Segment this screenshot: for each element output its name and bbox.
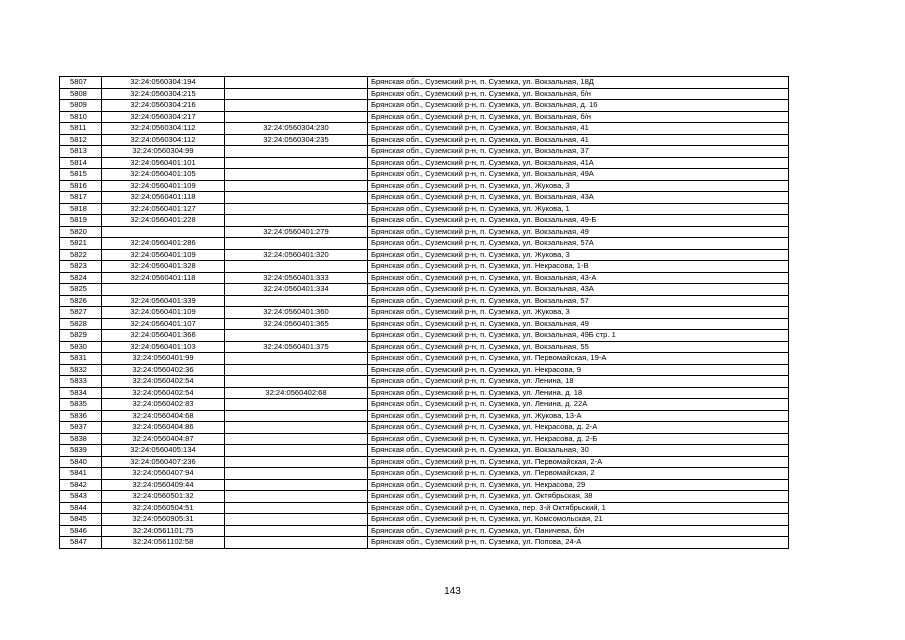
table-row xyxy=(60,226,789,238)
address-cell: Брянская обл., Суземский р-н, п. Суземка, ул. Вокзальная, 41А xyxy=(368,157,789,169)
page-number: 143 xyxy=(444,586,461,597)
linked-cadastral-number-cell xyxy=(225,330,368,342)
cadastral-number-cell: 32:24:0560401:328 xyxy=(102,261,225,273)
linked-cadastral-number-cell: 32:24:0560401:365 xyxy=(225,318,368,330)
row-number-cell: 5841 xyxy=(60,468,102,480)
cadastral-number-cell: 32:24:0560405:134 xyxy=(102,445,225,457)
table-row xyxy=(60,295,789,307)
row-number-cell: 5843 xyxy=(60,491,102,503)
row-number-cell: 5838 xyxy=(60,433,102,445)
table-row xyxy=(60,180,789,192)
cadastral-number-cell: 32:24:0560401:118 xyxy=(102,272,225,284)
table-row xyxy=(60,364,789,376)
address-cell: Брянская обл., Суземский р-н, п. Суземка, ул. Некрасова, 9 xyxy=(368,364,789,376)
table-row xyxy=(60,468,789,480)
linked-cadastral-number-cell xyxy=(225,261,368,273)
cadastral-number-cell: 32:24:0560401:105 xyxy=(102,169,225,181)
table-row xyxy=(60,399,789,411)
address-cell: Брянская обл., Суземский р-н, п. Суземка, ул. Первомайская, 2 xyxy=(368,468,789,480)
linked-cadastral-number-cell: 32:24:0560304:235 xyxy=(225,134,368,146)
row-number-cell: 5813 xyxy=(60,146,102,158)
table-row xyxy=(60,353,789,365)
cadastral-number-cell: 32:24:0560401:339 xyxy=(102,295,225,307)
cadastral-number-cell: 32:24:0560304:112 xyxy=(102,134,225,146)
linked-cadastral-number-cell xyxy=(225,514,368,526)
table-row xyxy=(60,272,789,284)
table-row xyxy=(60,238,789,250)
linked-cadastral-number-cell xyxy=(225,238,368,250)
row-number-cell: 5818 xyxy=(60,203,102,215)
cadastral-number-cell: 32:24:0560401:109 xyxy=(102,249,225,261)
table-row xyxy=(60,422,789,434)
cadastral-number-cell: 32:24:0560401:366 xyxy=(102,330,225,342)
linked-cadastral-number-cell xyxy=(225,77,368,89)
table-row xyxy=(60,376,789,388)
row-number-cell: 5808 xyxy=(60,88,102,100)
address-cell: Брянская обл., Суземский р-н, п. Суземка, ул. Вокзальная, 49Б стр. 1 xyxy=(368,330,789,342)
address-cell: Брянская обл., Суземский р-н, п. Суземка, ул. Некрасова, д. 2-Б xyxy=(368,433,789,445)
cadastral-number-cell: 32:24:0560401:109 xyxy=(102,307,225,319)
table-row xyxy=(60,445,789,457)
table-row xyxy=(60,491,789,503)
linked-cadastral-number-cell xyxy=(225,215,368,227)
cadastral-number-cell: 32:24:0560401:109 xyxy=(102,180,225,192)
address-cell: Брянская обл., Суземский р-н, п. Суземка, ул. Вокзальная, 43А xyxy=(368,192,789,204)
address-cell: Брянская обл., Суземский р-н, п. Суземка, ул. Ленина, д. 22А xyxy=(368,399,789,411)
table-row xyxy=(60,284,789,296)
cadastral-number-cell: 32:24:0560304:215 xyxy=(102,88,225,100)
linked-cadastral-number-cell xyxy=(225,422,368,434)
row-number-cell: 5821 xyxy=(60,238,102,250)
linked-cadastral-number-cell xyxy=(225,445,368,457)
linked-cadastral-number-cell xyxy=(225,146,368,158)
address-cell: Брянская обл., Суземский р-н, п. Суземка, ул. Попова, 24-А xyxy=(368,537,789,549)
table-row xyxy=(60,330,789,342)
address-cell: Брянская обл., Суземский р-н, п. Суземка, ул. Вокзальная, 30 xyxy=(368,445,789,457)
linked-cadastral-number-cell xyxy=(225,364,368,376)
row-number-cell: 5814 xyxy=(60,157,102,169)
linked-cadastral-number-cell xyxy=(225,180,368,192)
table-row xyxy=(60,169,789,181)
address-cell: Брянская обл., Суземский р-н, п. Суземка, пер. 3-й Октябрьский, 1 xyxy=(368,502,789,514)
linked-cadastral-number-cell: 32:24:0560401:375 xyxy=(225,341,368,353)
linked-cadastral-number-cell: 32:24:0560401:334 xyxy=(225,284,368,296)
address-cell: Брянская обл., Суземский р-н, п. Суземка, ул. Вокзальная, 41 xyxy=(368,134,789,146)
table-row xyxy=(60,249,789,261)
linked-cadastral-number-cell xyxy=(225,468,368,480)
address-cell: Брянская обл., Суземский р-н, п. Суземка, ул. Вокзальная, 49-Б xyxy=(368,215,789,227)
linked-cadastral-number-cell xyxy=(225,537,368,549)
address-cell: Брянская обл., Суземский р-н, п. Суземка, ул. Вокзальная, 41 xyxy=(368,123,789,135)
cadastral-number-cell: 32:24:0560407:94 xyxy=(102,468,225,480)
table-row xyxy=(60,123,789,135)
row-number-cell: 5839 xyxy=(60,445,102,457)
table-row xyxy=(60,215,789,227)
address-cell: Брянская обл., Суземский р-н, п. Суземка, ул. Вокзальная, 49 xyxy=(368,226,789,238)
address-cell: Брянская обл., Суземский р-н, п. Суземка, ул. Ленина, д. 18 xyxy=(368,387,789,399)
cadastral-number-cell: 32:24:0560401:107 xyxy=(102,318,225,330)
table-row xyxy=(60,318,789,330)
cadastral-number-cell: 32:24:0560401:101 xyxy=(102,157,225,169)
cadastral-number-cell: 32:24:0560304:216 xyxy=(102,100,225,112)
table-row xyxy=(60,456,789,468)
address-cell: Брянская обл., Суземский р-н, п. Суземка, ул. Некрасова, 29 xyxy=(368,479,789,491)
cadastral-number-cell: 32:24:0560401:103 xyxy=(102,341,225,353)
row-number-cell: 5840 xyxy=(60,456,102,468)
table-row xyxy=(60,192,789,204)
address-cell: Брянская обл., Суземский р-н, п. Суземка, ул. Первомайская, 2-А xyxy=(368,456,789,468)
cadastral-number-cell: 32:24:0560404:87 xyxy=(102,433,225,445)
table-row xyxy=(60,514,789,526)
cadastral-number-cell: 32:24:0560402:54 xyxy=(102,376,225,388)
address-cell: Брянская обл., Суземский р-н, п. Суземка, ул. Октябрьская, 38 xyxy=(368,491,789,503)
cadastral-number-cell: 32:24:0560304:194 xyxy=(102,77,225,89)
table-row xyxy=(60,479,789,491)
row-number-cell: 5807 xyxy=(60,77,102,89)
table-row xyxy=(60,433,789,445)
address-cell: Брянская обл., Суземский р-н, п. Суземка, ул. Жукова, 3 xyxy=(368,307,789,319)
linked-cadastral-number-cell: 32:24:0560402:68 xyxy=(225,387,368,399)
linked-cadastral-number-cell xyxy=(225,353,368,365)
cadastral-number-cell: 32:24:0560304:217 xyxy=(102,111,225,123)
row-number-cell: 5823 xyxy=(60,261,102,273)
row-number-cell: 5834 xyxy=(60,387,102,399)
linked-cadastral-number-cell: 32:24:0560401:279 xyxy=(225,226,368,238)
row-number-cell: 5819 xyxy=(60,215,102,227)
row-number-cell: 5844 xyxy=(60,502,102,514)
cadastral-number-cell: 32:24:0560401:99 xyxy=(102,353,225,365)
row-number-cell: 5826 xyxy=(60,295,102,307)
linked-cadastral-number-cell: 32:24:0560401:360 xyxy=(225,307,368,319)
table-row xyxy=(60,134,789,146)
row-number-cell: 5830 xyxy=(60,341,102,353)
cadastral-number-cell xyxy=(102,284,225,296)
linked-cadastral-number-cell xyxy=(225,111,368,123)
cadastral-number-cell xyxy=(102,226,225,238)
address-cell: Брянская обл., Суземский р-н, п. Суземка, ул. Ленина, 18 xyxy=(368,376,789,388)
address-cell: Брянская обл., Суземский р-н, п. Суземка, ул. Вокзальная, д. 16 xyxy=(368,100,789,112)
cadastral-number-cell: 32:24:0560401:228 xyxy=(102,215,225,227)
table-row xyxy=(60,146,789,158)
cadastral-number-cell: 32:24:0561101:75 xyxy=(102,525,225,537)
address-cell: Брянская обл., Суземский р-н, п. Суземка, ул. Вокзальная, 37 xyxy=(368,146,789,158)
address-cell: Брянская обл., Суземский р-н, п. Суземка, ул. Вокзальная, 43-А xyxy=(368,272,789,284)
linked-cadastral-number-cell xyxy=(225,157,368,169)
row-number-cell: 5842 xyxy=(60,479,102,491)
cadastral-number-cell: 32:24:0560404:86 xyxy=(102,422,225,434)
cadastral-number-cell: 32:24:0560401:127 xyxy=(102,203,225,215)
linked-cadastral-number-cell xyxy=(225,203,368,215)
address-cell: Брянская обл., Суземский р-н, п. Суземка, ул. Комсомольская, 21 xyxy=(368,514,789,526)
row-number-cell: 5822 xyxy=(60,249,102,261)
table-row xyxy=(60,341,789,353)
address-cell: Брянская обл., Суземский р-н, п. Суземка, ул. Первомайская, 19-А xyxy=(368,353,789,365)
linked-cadastral-number-cell xyxy=(225,502,368,514)
linked-cadastral-number-cell xyxy=(225,479,368,491)
linked-cadastral-number-cell xyxy=(225,295,368,307)
cadastral-number-cell: 32:24:0560409:44 xyxy=(102,479,225,491)
linked-cadastral-number-cell: 32:24:0560401:333 xyxy=(225,272,368,284)
register-table xyxy=(59,76,789,549)
cadastral-number-cell: 32:24:0560905:31 xyxy=(102,514,225,526)
cadastral-number-cell: 32:24:0560304:112 xyxy=(102,123,225,135)
table-row xyxy=(60,77,789,89)
row-number-cell: 5847 xyxy=(60,537,102,549)
linked-cadastral-number-cell xyxy=(225,88,368,100)
address-cell: Брянская обл., Суземский р-н, п. Суземка, ул. Вокзальная, 49 xyxy=(368,318,789,330)
address-cell: Брянская обл., Суземский р-н, п. Суземка, ул. Вокзальная, 55 xyxy=(368,341,789,353)
cadastral-number-cell: 32:24:0560504:51 xyxy=(102,502,225,514)
register-table-body xyxy=(60,77,789,549)
address-cell: Брянская обл., Суземский р-н, п. Суземка, ул. Вокзальная, 57 xyxy=(368,295,789,307)
row-number-cell: 5811 xyxy=(60,123,102,135)
row-number-cell: 5832 xyxy=(60,364,102,376)
row-number-cell: 5816 xyxy=(60,180,102,192)
row-number-cell: 5810 xyxy=(60,111,102,123)
linked-cadastral-number-cell: 32:24:0560304:230 xyxy=(225,123,368,135)
cadastral-number-cell: 32:24:0560402:54 xyxy=(102,387,225,399)
table-row xyxy=(60,157,789,169)
linked-cadastral-number-cell xyxy=(225,433,368,445)
table-row xyxy=(60,88,789,100)
linked-cadastral-number-cell xyxy=(225,376,368,388)
cadastral-number-cell: 32:24:0560401:286 xyxy=(102,238,225,250)
linked-cadastral-number-cell xyxy=(225,399,368,411)
cadastral-number-cell: 32:24:0560404:68 xyxy=(102,410,225,422)
address-cell: Брянская обл., Суземский р-н, п. Суземка, ул. Жукова, 1 xyxy=(368,203,789,215)
linked-cadastral-number-cell: 32:24:0560401:320 xyxy=(225,249,368,261)
cadastral-number-cell: 32:24:0560501:32 xyxy=(102,491,225,503)
address-cell: Брянская обл., Суземский р-н, п. Суземка, ул. Жукова, 3 xyxy=(368,249,789,261)
row-number-cell: 5828 xyxy=(60,318,102,330)
table-row xyxy=(60,502,789,514)
linked-cadastral-number-cell xyxy=(225,410,368,422)
linked-cadastral-number-cell xyxy=(225,525,368,537)
cadastral-number-cell: 32:24:0560402:83 xyxy=(102,399,225,411)
table-row xyxy=(60,387,789,399)
table-row xyxy=(60,100,789,112)
cadastral-number-cell: 32:24:0561102:58 xyxy=(102,537,225,549)
linked-cadastral-number-cell xyxy=(225,192,368,204)
row-number-cell: 5824 xyxy=(60,272,102,284)
row-number-cell: 5836 xyxy=(60,410,102,422)
row-number-cell: 5835 xyxy=(60,399,102,411)
table-row xyxy=(60,111,789,123)
address-cell: Брянская обл., Суземский р-н, п. Суземка, ул. Некрасова, 1-В xyxy=(368,261,789,273)
row-number-cell: 5846 xyxy=(60,525,102,537)
cadastral-number-cell: 32:24:0560402:36 xyxy=(102,364,225,376)
table-row xyxy=(60,203,789,215)
linked-cadastral-number-cell xyxy=(225,100,368,112)
linked-cadastral-number-cell xyxy=(225,456,368,468)
address-cell: Брянская обл., Суземский р-н, п. Суземка, ул. Вокзальная, 43А xyxy=(368,284,789,296)
row-number-cell: 5829 xyxy=(60,330,102,342)
row-number-cell: 5837 xyxy=(60,422,102,434)
table-row xyxy=(60,525,789,537)
table-row xyxy=(60,307,789,319)
row-number-cell: 5817 xyxy=(60,192,102,204)
address-cell: Брянская обл., Суземский р-н, п. Суземка, ул. Паничева, б/н xyxy=(368,525,789,537)
table-row xyxy=(60,537,789,549)
address-cell: Брянская обл., Суземский р-н, п. Суземка, ул. Вокзальная, 18Д xyxy=(368,77,789,89)
address-cell: Брянская обл., Суземский р-н, п. Суземка, ул. Вокзальная, б/н xyxy=(368,88,789,100)
cadastral-number-cell: 32:24:0560407:236 xyxy=(102,456,225,468)
table-row xyxy=(60,410,789,422)
row-number-cell: 5833 xyxy=(60,376,102,388)
address-cell: Брянская обл., Суземский р-н, п. Суземка, ул. Вокзальная, б/н xyxy=(368,111,789,123)
row-number-cell: 5827 xyxy=(60,307,102,319)
row-number-cell: 5831 xyxy=(60,353,102,365)
linked-cadastral-number-cell xyxy=(225,169,368,181)
address-cell: Брянская обл., Суземский р-н, п. Суземка, ул. Жукова, 13-А xyxy=(368,410,789,422)
row-number-cell: 5820 xyxy=(60,226,102,238)
linked-cadastral-number-cell xyxy=(225,491,368,503)
row-number-cell: 5845 xyxy=(60,514,102,526)
address-cell: Брянская обл., Суземский р-н, п. Суземка, ул. Вокзальная, 57А xyxy=(368,238,789,250)
address-cell: Брянская обл., Суземский р-н, п. Суземка, ул. Вокзальная, 49А xyxy=(368,169,789,181)
row-number-cell: 5815 xyxy=(60,169,102,181)
cadastral-number-cell: 32:24:0560401:118 xyxy=(102,192,225,204)
address-cell: Брянская обл., Суземский р-н, п. Суземка, ул. Жукова, 3 xyxy=(368,180,789,192)
address-cell: Брянская обл., Суземский р-н, п. Суземка, ул. Некрасова, д. 2-А xyxy=(368,422,789,434)
row-number-cell: 5812 xyxy=(60,134,102,146)
cadastral-number-cell: 32:24:0560304:99 xyxy=(102,146,225,158)
table-row xyxy=(60,261,789,273)
row-number-cell: 5809 xyxy=(60,100,102,112)
row-number-cell: 5825 xyxy=(60,284,102,296)
